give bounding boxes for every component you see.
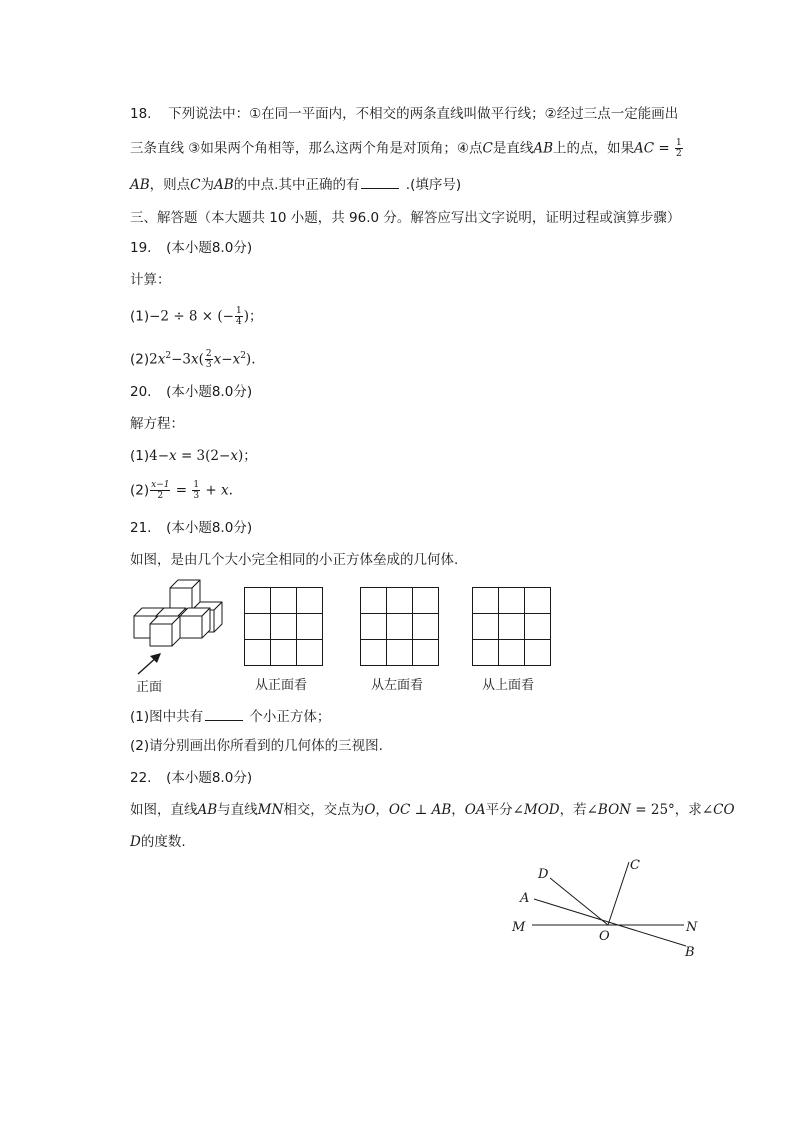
q22-line-2 [130, 832, 695, 852]
q18-equals: = [654, 140, 675, 157]
q19-part-1 [130, 306, 695, 327]
q19-p2-x2: x [190, 351, 199, 368]
q22-l1-b: 与直线 [217, 802, 258, 818]
cube-stack-figure [126, 576, 226, 678]
q18-ab-2: AB [214, 177, 234, 193]
q18-text-2c: 上的点，如果 [553, 140, 635, 157]
q19-p2-tail: ). [245, 351, 256, 368]
q19-p2-fraction [205, 349, 213, 370]
q19-p1-fraction [235, 306, 243, 327]
q22-l1-g: ，若 [559, 802, 587, 818]
q18-text-3a: ，则点 [149, 177, 191, 193]
q22-l2-d: D [130, 834, 141, 850]
q19-p2-a: 2 [149, 351, 158, 368]
label-n: N [686, 920, 698, 935]
q22-l1-perp: ⊥ [410, 802, 432, 818]
q22-l1-mn: MN [257, 802, 284, 818]
q18-c: C [190, 177, 201, 193]
label-a: A [520, 891, 530, 906]
q20-p2-tail: . [228, 482, 233, 499]
q18-ab: AB [130, 177, 150, 193]
q22-l1-o: O [364, 802, 376, 818]
q20-header [130, 382, 695, 402]
angle-figure [506, 852, 706, 962]
q20-p2-x: x [221, 482, 229, 499]
q22-l1-mod: ∠MOD [512, 802, 560, 818]
q20-p2-label: (2) [130, 482, 150, 499]
q22-l1-d: ， [375, 802, 389, 818]
q21-p1-a: (1)图中共有 [130, 709, 204, 725]
q18-text-1: 下列说法中：①在同一平面内，不相交的两条直线叫做平行线；②经过三点一定能画出 [168, 106, 679, 122]
caption-front-view: 从正面看 [255, 678, 308, 693]
q20-p1-x2: x [230, 448, 238, 464]
q19-p1-frac-num: 1 [235, 306, 242, 316]
ray-oc [608, 862, 629, 925]
q18-point-c: C [482, 140, 493, 157]
q19-p2-b: −3 [171, 351, 191, 368]
q22-l1-h: = 25°，求 [630, 802, 702, 818]
label-o: O [599, 929, 610, 944]
q21-part-1 [130, 706, 695, 727]
ray-od [550, 878, 608, 925]
q22-l1-co: ∠CO [701, 802, 735, 818]
cube-back-top [170, 580, 200, 610]
caption-left-view: 从左面看 [371, 678, 424, 693]
q18-segment-ac: AC [634, 140, 655, 157]
q19-number: 19. [130, 240, 152, 256]
q20-instruction: 解方程： [130, 416, 184, 432]
q21-number: 21. [130, 520, 152, 536]
q19-p2-sup2: 2 [240, 351, 246, 361]
q19-points: (本小题8.0分) [166, 240, 253, 256]
q20-p2-plus: + [201, 482, 222, 499]
line-ab [534, 899, 686, 946]
q22-l1-ab2: AB [431, 802, 452, 818]
q22-l1-ab: AB [197, 802, 218, 818]
label-front: 正面 [136, 680, 163, 695]
q18-answer-blank[interactable] [361, 174, 399, 189]
q20-points: (本小题8.0分) [166, 384, 253, 400]
q18-text-2b: 是直线 [492, 140, 534, 157]
cube-front-right [180, 608, 210, 638]
q22-line-1 [130, 800, 735, 820]
front-arrow-icon [138, 653, 161, 674]
label-m: M [512, 920, 526, 935]
q18-line-1 [130, 104, 695, 124]
q19-p1-label: (1) [130, 308, 150, 325]
q19-p2-c: ( [198, 351, 204, 368]
q18-fraction [675, 138, 683, 159]
q19-p2-frac-den: 3 [205, 360, 212, 370]
q22-l2-a: 的度数. [140, 834, 186, 850]
q19-p2-x4: x [232, 351, 241, 368]
q18-line-ab: AB [533, 140, 554, 157]
label-c: C [630, 858, 640, 873]
cube-front-bottom [150, 616, 180, 646]
q22-l1-a: 如图，直线 [130, 802, 198, 818]
q20-p2-eq: = [171, 482, 192, 499]
q19-p2-d: − [221, 351, 233, 368]
q19-p2-sup1: 2 [165, 351, 172, 361]
q21-intro: 如图，是由几个大小完全相同的小正方体垒成的几何体. [130, 552, 459, 568]
grid-front-view[interactable] [244, 587, 324, 667]
grid-left-view[interactable] [360, 587, 440, 667]
q20-p1-b: = 3(2− [176, 448, 231, 464]
q19-p1-tail: )； [243, 308, 263, 325]
q19-p2-x3: x [213, 351, 222, 368]
q18-text-3b: 为 [200, 177, 215, 193]
q21-answer-blank[interactable] [205, 706, 243, 721]
q21-p1-b: 个小正方体； [245, 709, 331, 725]
q21-part-2: (2)请分别画出你所看到的几何体的三视图. [130, 738, 383, 754]
q20-p1-label: (1) [130, 448, 150, 464]
q18-text-2a: 三条直线 ③如果两个角相等，那么这两个角是对顶角；④点 [130, 140, 483, 157]
q20-p1-tail: )； [237, 448, 257, 464]
q19-p1-frac-den: 4 [235, 317, 242, 327]
q20-p2-frac1-den: 2 [157, 491, 164, 501]
q18-number: 18. [130, 106, 152, 122]
q20-p2-frac1-num: x−1 [151, 480, 170, 490]
q20-p2-frac2-den: 3 [193, 491, 200, 501]
q19-p2-x1: x [157, 351, 166, 368]
q18-line-2 [130, 138, 695, 159]
q21-header [130, 518, 695, 538]
q19-header [130, 238, 695, 258]
q22-l1-oc: OC [388, 802, 411, 818]
q18-frac-den: 2 [676, 149, 682, 159]
q20-part-1 [130, 446, 695, 466]
q22-l1-c: 相交，交点为 [283, 802, 365, 818]
section-3-heading: 三、解答题（本大题共 10 小题，共 96.0 分。解答应写出文字说明，证明过程或演算步骤） [130, 210, 681, 226]
q20-number: 20. [130, 384, 152, 400]
q20-p1-x: x [169, 448, 177, 464]
q20-p2-fraction-1 [150, 480, 170, 501]
grid-top-view[interactable] [472, 587, 552, 667]
q22-l1-f: 平分 [485, 802, 513, 818]
q22-header [130, 768, 695, 788]
q18-text-3c: 的中点.其中正确的有 [233, 177, 360, 193]
q18-line-3 [130, 174, 695, 195]
q22-l1-oa: OA [464, 802, 486, 818]
q19-p2-label: (2) [130, 351, 150, 368]
q19-instruction: 计算： [130, 272, 171, 288]
caption-top-view: 从上面看 [482, 678, 535, 693]
q20-part-2 [130, 480, 695, 501]
label-d: D [538, 867, 549, 882]
q20-p2-frac2-num: 1 [193, 480, 200, 490]
q21-points: (本小题8.0分) [166, 520, 253, 536]
q22-number: 22. [130, 770, 152, 786]
q20-p1-a: 4− [149, 448, 170, 464]
q22-l1-e: ， [451, 802, 465, 818]
q20-p2-fraction-2 [192, 480, 200, 501]
q19-p1-expr: −2 ÷ 8 × (− [149, 308, 234, 325]
q19-part-2 [130, 346, 695, 370]
q18-text-3d: .(填序号) [401, 177, 462, 193]
q18-frac-num: 1 [676, 138, 682, 148]
q22-points: (本小题8.0分) [166, 770, 253, 786]
q19-p2-frac-num: 2 [205, 349, 212, 359]
q22-l1-bon: ∠BON [586, 802, 631, 818]
label-b: B [685, 945, 695, 960]
